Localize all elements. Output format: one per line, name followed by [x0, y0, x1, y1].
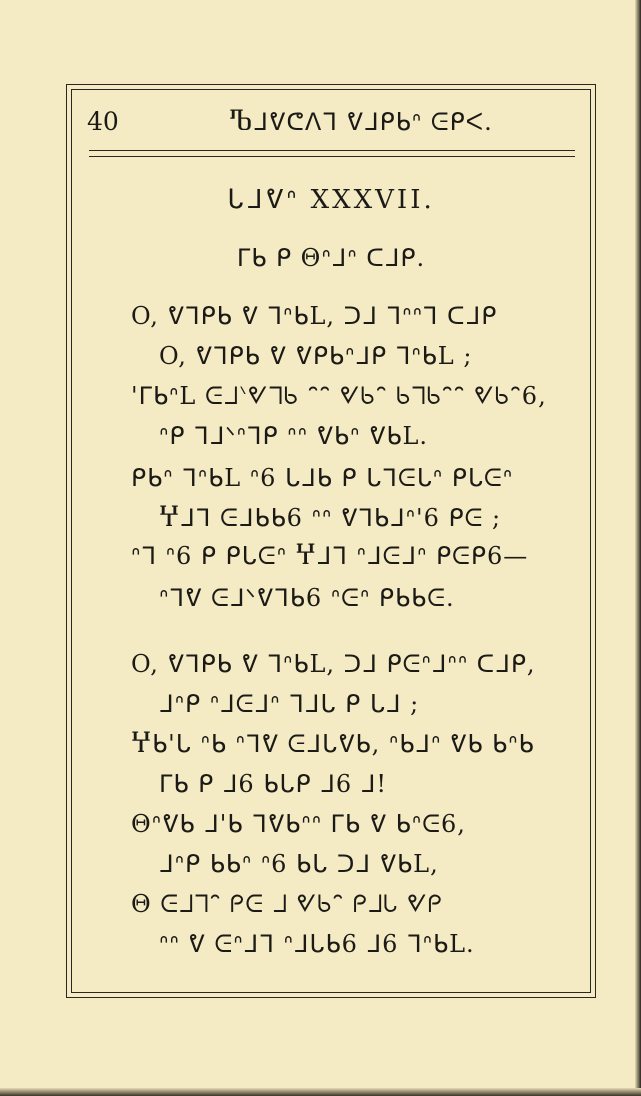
running-title: Ⴊᒧᕓᕦᐱᒣ ᕓᒧᑭᑲᐢ ᕮᑭᐸ. — [229, 108, 493, 136]
verse-line: ᒧᐢᑭ ᑲᑲᐢ ᐢ6 ᑲᒐ ᑐᒧ ᕓᑲL, — [159, 850, 439, 878]
header-rule — [89, 150, 575, 151]
verse-line: Ⴤᒧᒣ ᕮᒧᑲᑲ6 ᐢᐢ ᕓᒣᑲᒧᐢ'6 ᑭᕮ ; — [159, 504, 502, 532]
verse-line: Θᐢᕓᑲ ᒧ'ᑲ ᒣᕓᑲᐢᐢ ᒥᑲ ᕓ ᑲᐢᕮ6, — [131, 810, 466, 838]
hymn-number: ᒐᒧᕓᐢ XXXVII. — [227, 185, 435, 215]
verse-line: ᒥᑲ ᑭ ᒧ6 ᑲᒐᑭ ᒧ6 ᒧ! — [159, 770, 388, 798]
hymn-title: ᒥᑲ ᑭ Θᐢᒧᐢ ᑕᒧᑭ. — [236, 244, 426, 272]
verse-line: O, ᕓᒣᑭᑲ ᕓ ᒣᐢᑲL, ᑐᒧ ᒣᐢᐢᒣ ᑕᒧᑭ — [131, 302, 498, 330]
verse-line: O, ᕓᒣᑭᑲ ᕓ ᕓᑭᑲᐢᒧᑭ ᒣᐢᑲL ; — [159, 342, 473, 370]
verse-line: Ⴤᑲ'ᒐ ᐢᑲ ᐢᒣᕓ ᕮᒧᒐᕓᑲ, ᐢᑲᒧᐢ ᕓᑲ ᑲᐢᑲ — [131, 730, 535, 758]
verse-line: O, ᕓᒣᑭᑲ ᕓ ᒣᐢᑲL, ᑐᒧ ᑭᕮᐢᒧᐢᐢ ᑕᒧᑭ, — [131, 650, 536, 678]
verse-line: ᐢᒣ ᐢ6 ᑭ ᑭᒐᕮᐢ Ⴤᒧᒣ ᐢᒧᕮᒧᐢ ᑭᕮᑭ6— — [131, 542, 529, 570]
page-number: 40 — [87, 107, 119, 136]
page-bottom-shadow — [0, 1088, 641, 1096]
header-rule-thin — [89, 156, 575, 157]
running-header — [71, 104, 591, 140]
verse-line: ᑭᑲᐢ ᒣᐢᑲL ᐢ6 ᒐᒧᑲ ᑭ ᒐᒣᕮᒐᐢ ᑭᒐᕮᐢ — [131, 464, 514, 492]
verse-line: 'ᒥᑲᐢL ᕮᒧᐠᕓᒣᑲ ᐢᐢ ᕓᑲᐢ ᑲᒣᑲᐢᐢ ᕓᑲᐢ6, — [131, 382, 547, 410]
verse-line: ᐢᐢ ᕓ ᕮᐢᒧᒣ ᐢᒧᒐᑲ6 ᒧ6 ᒣᐢᑲL. — [159, 930, 475, 958]
page-edge-shadow — [635, 0, 641, 1096]
verse-line: ᐢᒣᕓ ᕮᒧᐠᕓᒣᑲ6 ᐢᕮᐢ ᑭᑲᑲᕮ. — [159, 584, 455, 612]
verse-line: ᒧᐢᑭ ᐢᒧᕮᒧᐢ ᒣᒧᒐ ᑭ ᒐᒧ ; — [159, 690, 420, 718]
verse-line: ᐢᑭ ᒣᒧᐠᐢᒣᑭ ᐢᐢ ᕓᑲᐢ ᕓᑲL. — [159, 422, 429, 450]
verse-line: Θ ᕮᒧᒣᐢ ᑭᕮ ᒧ ᕓᑲᐢ ᑭᒧᒐ ᕓᑭ — [131, 890, 443, 918]
